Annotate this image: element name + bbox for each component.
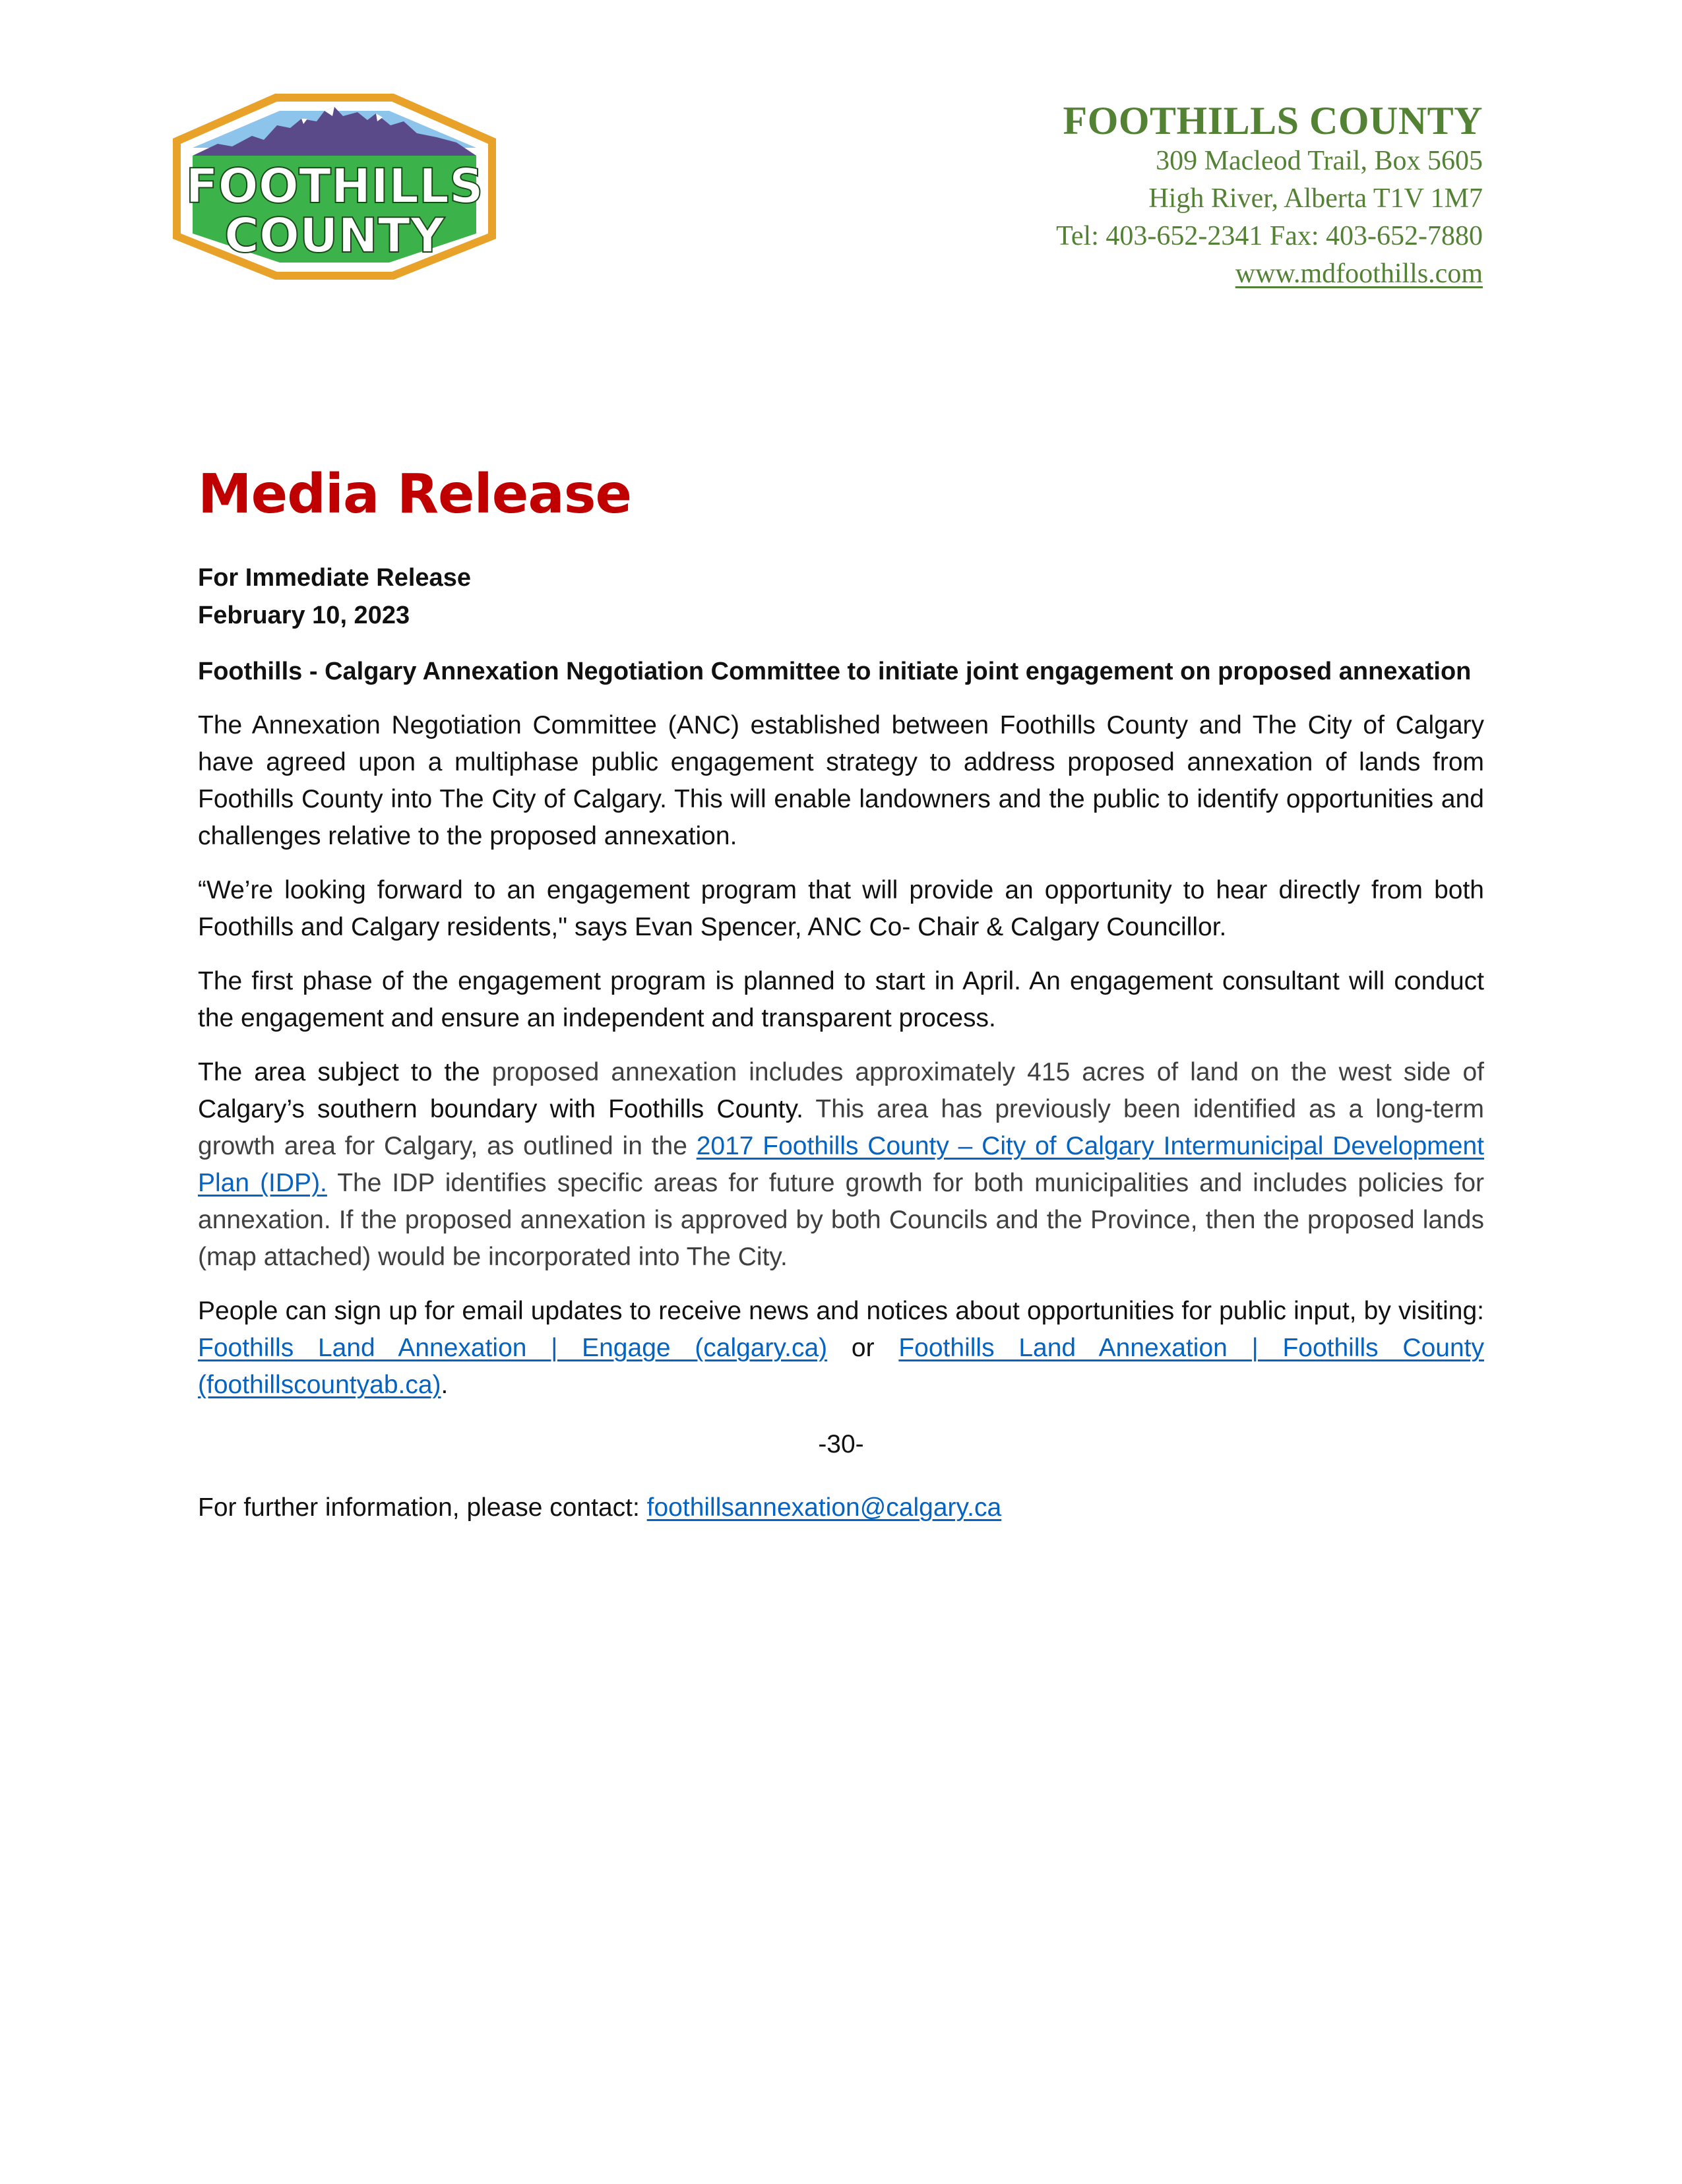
p5-text-1: People can sign up for email updates to receive news and notices about opportunities for public input, by visiting: xyxy=(198,1297,1484,1325)
end-marker: -30- xyxy=(818,1430,864,1458)
address-line-1: 309 Macleod Trail, Box 5605 xyxy=(1156,146,1483,176)
idp-plan-link[interactable]: 2017 Foothills County – City of Calgary Intermunicipal Development Plan (IDP). xyxy=(198,1132,1484,1197)
organization-name: FOOTHILLS COUNTY xyxy=(1063,99,1483,142)
headline: Foothills - Calgary Annexation Negotiation Committee to initiate joint engagement on proposed annexation xyxy=(198,658,1472,685)
paragraph-3: The first phase of the engagement program is planned to start in April. An engagement consultant will conduct the engagement and ensure an independent and transparent process. xyxy=(198,967,1484,1032)
p5-text-or: or xyxy=(827,1334,899,1362)
logo-text-line2: COUNTY xyxy=(224,208,445,263)
logo-text-line1: FOOTHILLS xyxy=(185,158,483,214)
calgary-engage-link[interactable]: Foothills Land Annexation | Engage (calgary.ca) xyxy=(198,1334,828,1362)
p4-text-2: proposed annexation includes approximately 415 acres of land on the west side of xyxy=(491,1058,1484,1086)
p4-text-5: The IDP identifies specific areas for future growth for both municipalities and includes policies for annexation. If the proposed annexation is approved by both Councils and the Province, then the proposed lands (map attached) would be incorporated into The City. xyxy=(198,1169,1484,1271)
contact-label: For further information, please contact: xyxy=(198,1493,647,1522)
logo-graphic xyxy=(166,87,503,285)
contact-line xyxy=(198,1489,1484,1526)
address-line-2: High River, Alberta T1V 1M7 xyxy=(1148,183,1483,214)
release-date: February 10, 2023 xyxy=(198,602,410,629)
p4-text-1: The area subject to the xyxy=(198,1058,492,1086)
letterhead xyxy=(1056,99,1483,293)
media-release-body xyxy=(198,462,1484,1526)
p4-text-3: Calgary’s southern boundary with Foothills County. xyxy=(198,1095,803,1123)
release-type: For Immediate Release xyxy=(198,564,471,592)
contact-email-link[interactable]: foothillsannexation@calgary.ca xyxy=(646,1493,1002,1522)
p5-text-end: . xyxy=(441,1371,449,1399)
phone-fax: Tel: 403-652-2341 Fax: 403-652-7880 xyxy=(1056,221,1483,251)
paragraph-5 xyxy=(198,1293,1484,1404)
p4-text-4: This area has previously been identified as a long-term growth area for Calgary, as outlined in the xyxy=(198,1095,1485,1160)
foothills-county-link[interactable]: Foothills Land Annexation | Foothills County (foothillscountyab.ca) xyxy=(198,1334,1484,1399)
paragraph-4 xyxy=(198,1054,1484,1276)
paragraph-2-quote: “We’re looking forward to an engagement program that will provide an opportunity to hear directly from both Foothills and Calgary residents," says Evan Spencer, ANC Co- Chair & Calgary Councillor. xyxy=(198,876,1484,941)
document-title: Media Release xyxy=(198,463,632,526)
paragraph-1: The Annexation Negotiation Committee (ANC) established between Foothills County and The City of Calgary have agreed upon a multiphase public engagement strategy to address proposed annexation of lands from Foothills County into The City of Calgary. This will enable landowners and the public to identify opportunities and challenges relative to the proposed annexation. xyxy=(198,711,1484,850)
foothills-county-logo xyxy=(166,87,503,285)
website-link[interactable]: www.mdfoothills.com xyxy=(1235,259,1483,289)
